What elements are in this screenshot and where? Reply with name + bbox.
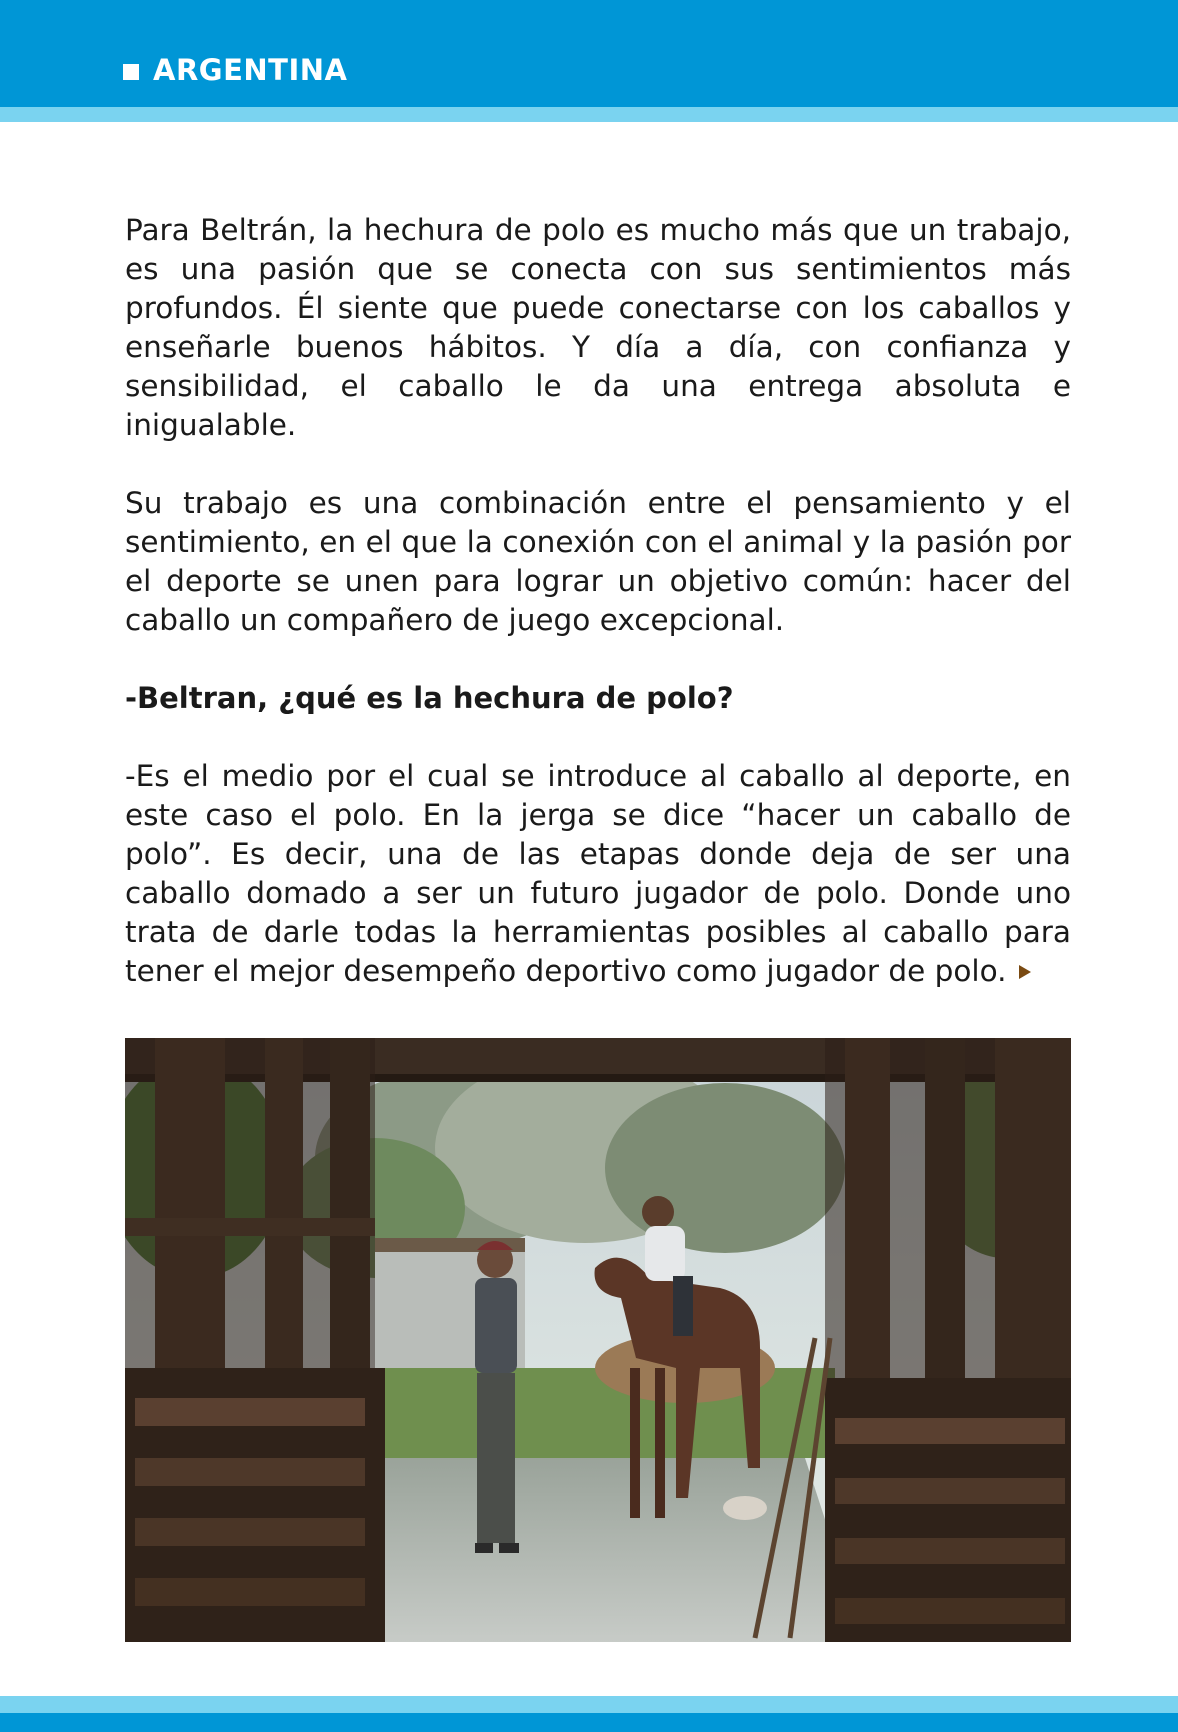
square-bullet-icon (123, 64, 139, 80)
section-title: ARGENTINA (153, 53, 348, 87)
interview-question: -Beltran, ¿qué es la hechura de polo? (125, 681, 734, 715)
answer-text: -Es el medio por el cual se introduce al caballo al deporte, en este caso el polo. En la jerga se dice “hacer un caballo de polo”. Es decir, una de las etapas donde deja de ser una caballo domado a ser un futuro jugador de polo. Donde uno trata de darle todas la herramientas posibles al caballo para tener el mejor desempeño deportivo como jugador de polo. (125, 759, 1071, 988)
article-body (125, 211, 1071, 1030)
footer-stripe (0, 1696, 1178, 1713)
footer-bar (0, 1713, 1178, 1732)
header-bar (0, 0, 1178, 107)
interview-answer (125, 757, 1071, 991)
stable-photo (125, 1038, 1071, 1642)
paragraph: Para Beltrán, la hechura de polo es mucho más que un trabajo, es una pasión que se conecta con sus sentimientos más profundos. Él siente que puede conectarse con los caballos y enseñarle buenos hábitos. Y día a día, con confianza y sensibilidad, el caballo le da una entrega absoluta e inigualable. (125, 213, 1071, 442)
paragraph: Su trabajo es una combinación entre el pensamiento y el sentimiento, en el que la conexión con el animal y la pasión por el deporte se unen para lograr un objetivo común: hacer del caballo un compañero de juego excepcional. (125, 486, 1071, 637)
header-stripe (0, 107, 1178, 122)
triangle-right-icon (1019, 965, 1031, 979)
photo-illustration (125, 1038, 1071, 1642)
